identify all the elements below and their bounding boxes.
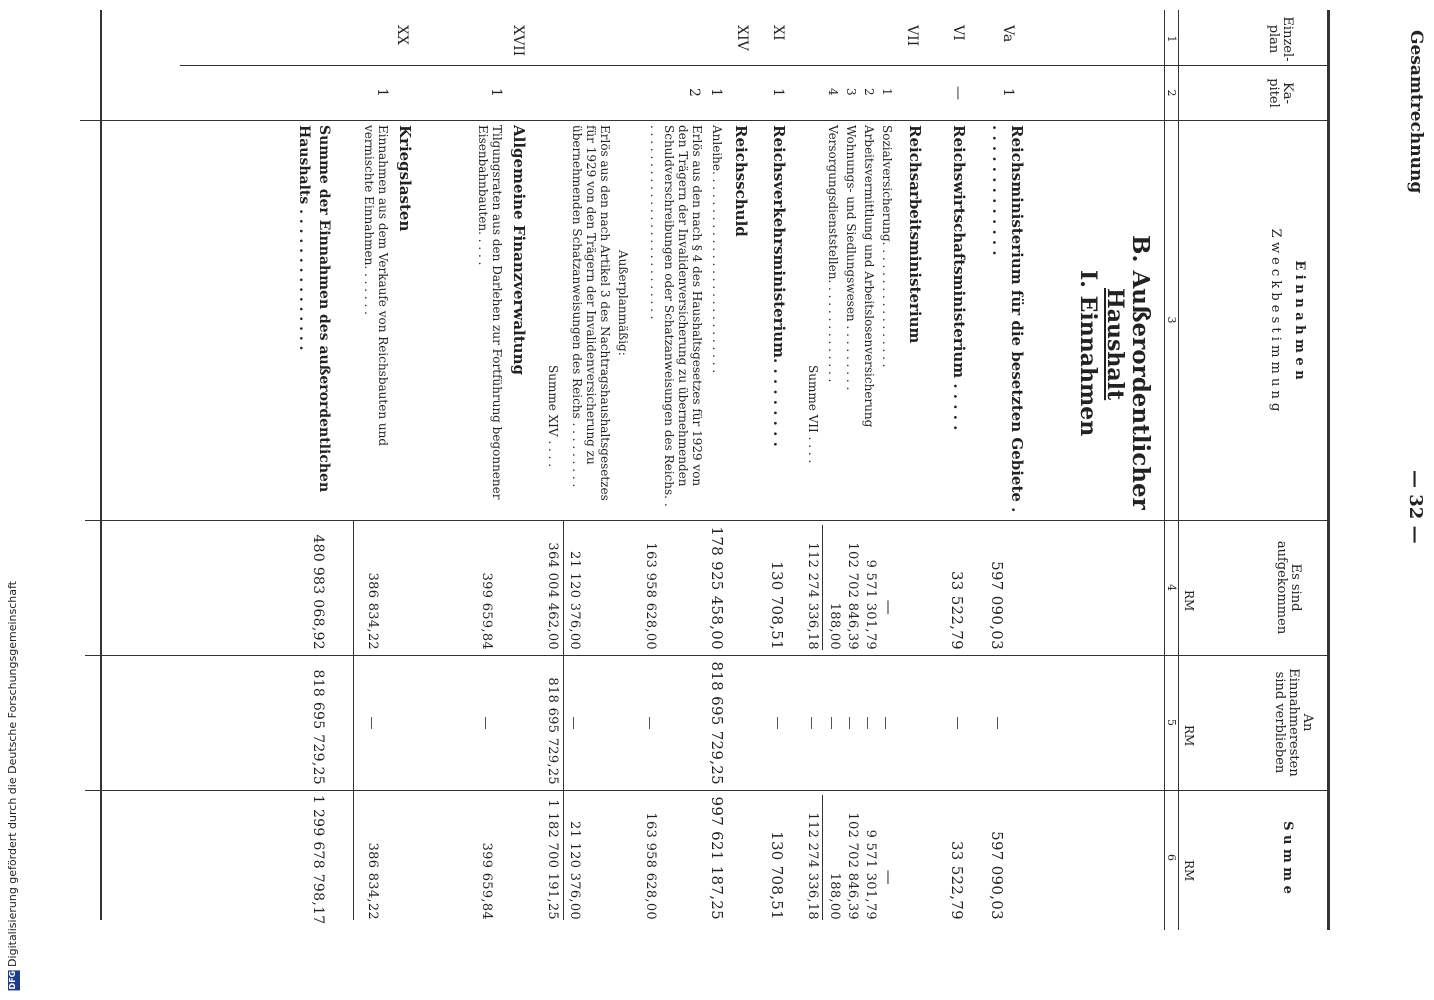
c4-xiv-sum: 364 004 462,00 [545, 542, 560, 650]
header-aufgekommen: Es sind aufgekommen [1274, 540, 1303, 635]
kap-xiv2: 2 [686, 88, 702, 97]
text-xvii1: Tilgungsraten aus den Darlehen zur Fortführung begonnener Eisenbahnbauten. . . . . [476, 125, 504, 500]
c6-total: 1 299 678 798,17 [310, 795, 326, 925]
c6-xiv1: 997 621 187,25 [708, 796, 726, 920]
text-xiv-ausserplan: Außerplanmäßig: [616, 250, 630, 356]
kap-vii3: 3 [844, 88, 858, 96]
dash-c5-vii-sum [811, 717, 812, 729]
kap-vii2: 2 [862, 88, 876, 96]
c4-xiv3: 21 120 376,00 [567, 550, 582, 650]
colnum-1: 1 [1165, 35, 1178, 43]
unit-col4: RM [1182, 590, 1196, 612]
dash-c5-xvii1 [485, 717, 486, 729]
page-number: — 32 — [1405, 470, 1426, 544]
plan-xi: XI [770, 25, 786, 41]
header-summe: S u m m e [1280, 821, 1295, 894]
c5-xiv1: 818 695 729,25 [708, 661, 726, 785]
header-zweckbestimmung: Z w e c k b e s t i m m u n g [1268, 228, 1283, 412]
dash-c5-vi [957, 717, 958, 729]
c4-xvii1: 399 659,84 [479, 572, 494, 650]
c6-xiv2: 163 958 628,00 [643, 812, 658, 920]
text-xi: Reichsverkehrsministerium. . . . . . . . . [770, 125, 788, 447]
dash-c5-va [997, 717, 998, 729]
header-kapitel: Ka- pitel [1266, 78, 1295, 108]
c4-vii1: — [880, 599, 898, 615]
c4-xiv1: 178 925 458,00 [708, 526, 726, 650]
section-subtitle: Haushalt [1102, 288, 1128, 401]
kap-va: 1 [1000, 88, 1016, 97]
dash-c5-xx1 [371, 717, 372, 729]
dfg-logo: DFG [8, 970, 20, 990]
dash-c5-vii1 [885, 717, 886, 729]
kap-xi: 1 [770, 88, 786, 97]
text-vii1: Sozialversicherung. . . . . . . . . . . . . . . . . [880, 125, 894, 368]
dash-c5-xi [777, 717, 778, 729]
kap-xvii1: 1 [488, 88, 504, 97]
c6-vii1: — [880, 869, 898, 885]
c4-xx1: 386 834,22 [365, 572, 380, 650]
text-vii-sum: Summe VII . . . . [806, 365, 820, 464]
c6-xi: 130 708,51 [768, 831, 786, 920]
subtotal-rule-vii-c6 [822, 795, 823, 920]
head-vii: Reichsarbeitsministerium [906, 125, 924, 344]
col-divider-5 [85, 790, 1330, 791]
colnum-3: 3 [1165, 316, 1178, 324]
col-divider-4 [85, 655, 1330, 656]
subtotal-rule-xiv [563, 520, 564, 920]
c4-total: 480 983 068,92 [310, 534, 326, 650]
kap-vii1: 1 [880, 88, 894, 96]
c6-xvii1: 399 659,84 [479, 842, 494, 920]
colnum-6: 6 [1165, 854, 1178, 861]
section-title: B. Außerordentlicher [1127, 235, 1154, 510]
footer-credit [6, 581, 20, 990]
bottom-rule [100, 10, 102, 920]
c4-xi: 130 708,51 [768, 561, 786, 650]
top-rule [1327, 10, 1330, 930]
plan-xvii: XVII [510, 25, 526, 57]
colnum-5: 5 [1165, 719, 1178, 726]
c5-total: 818 695 729,25 [310, 669, 326, 785]
total-top-rule [353, 520, 354, 920]
plan-xiv: XIV [734, 25, 750, 51]
head-xvii: Allgemeine Finanzverwaltung [510, 125, 528, 375]
dash-c5-vii4 [831, 717, 832, 729]
text-xx1: Einnahmen aus dem Verkaufe von Reichsbauten und vermischte Einnahmen. . . . . . . [362, 125, 390, 447]
kap-vii4: 4 [826, 88, 840, 96]
dash-c5-vii2 [867, 717, 868, 729]
c4-vi: 33 522,79 [948, 570, 966, 650]
dash-c5-vii3 [849, 717, 850, 729]
section-einnahmen: I. Einnahmen [1075, 270, 1101, 437]
c6-vii3: 102 702 846,39 [845, 812, 860, 920]
text-vii4: Versorgungsdienststellen. . . . . . . . . . . . . . [826, 125, 840, 383]
text-vii2: Arbeitsvermittlung und Arbeitslosenversicherung [862, 125, 876, 428]
dash-c5-xiv2 [649, 717, 650, 729]
col-divider-2 [80, 120, 1330, 121]
kap-vi: — [950, 86, 966, 100]
head-xiv: Reichsschuld [732, 125, 750, 237]
c4-vii-sum: 112 274 336,18 [805, 542, 820, 650]
c6-xx1: 386 834,22 [365, 842, 380, 920]
text-xiv1: Anleihe. . . . . . . . . . . . . . . . . . . . . . . . . . . [710, 125, 724, 374]
c4-vii4: 188,00 [827, 602, 842, 650]
c4-va: 597 090,03 [988, 561, 1006, 650]
footer-text: Digitalisierung gefördert durch die Deutsche Forschungsgemeinschaft [6, 580, 19, 967]
c6-vii2: 9 571 301,79 [863, 829, 878, 920]
header-einzelplan: Einzel- plan [1266, 16, 1295, 62]
unit-col6: RM [1182, 860, 1196, 882]
plan-va: Va [1000, 25, 1016, 43]
subtotal-rule-vii-c4 [822, 525, 823, 650]
c4-vii3: 102 702 846,39 [845, 542, 860, 650]
c6-xiv3: 21 120 376,00 [567, 820, 582, 920]
text-vi: Reichswirtschaftsministerium . . . . . [950, 125, 968, 431]
kap-xx1: 1 [374, 88, 390, 97]
c6-vii4: 188,00 [827, 872, 842, 920]
c6-vi: 33 522,79 [948, 840, 966, 920]
plan-vi: VI [950, 25, 966, 41]
unit-col5: RM [1182, 725, 1196, 747]
c4-vii2: 9 571 301,79 [863, 559, 878, 650]
text-xiv3: Erlös aus den nach Artikel 3 des Nachtragshaushaltsgesetzes für 1929 von den Trägern der Invalidenversicherung zu übernehmenden Schatzanweisungen des Reichs . . . . . . . . . [570, 125, 612, 501]
header-einnahmereste: An Einnahmeresten sind verblieben [1272, 668, 1315, 777]
header-rule [1178, 10, 1179, 930]
text-xiv-sum: Summe XIV . . . . [546, 365, 560, 468]
colnum-2: 2 [1165, 89, 1178, 97]
c6-va: 597 090,03 [988, 831, 1006, 920]
text-total: Summe der Einnahmen des außerordentlichen Haushalts . . . . . . . . . . . . . . . [296, 125, 332, 493]
c5-xiv-sum: 818 695 729,25 [545, 677, 560, 785]
dash-c5-xiv3 [573, 717, 574, 729]
col-divider-3 [85, 520, 1330, 521]
c4-xiv2: 163 958 628,00 [643, 542, 658, 650]
kap-xiv1: 1 [708, 88, 724, 97]
colnum-4: 4 [1165, 584, 1178, 591]
text-va: Reichsministerium für die besetzten Gebiete . . . . . . . . . . . . . . [989, 125, 1026, 513]
head-xx: Kriegslasten [396, 125, 414, 232]
plan-xx: XX [394, 25, 410, 45]
c6-xiv-sum: 1 182 700 191,25 [545, 799, 560, 920]
plan-vii: VII [904, 25, 920, 47]
c6-vii-sum: 112 274 336,18 [805, 812, 820, 920]
text-xiv2: Erlös aus den nach § 4 des Haushaltsgesetzes für 1929 von den Trägern der Invalidenversicherung zu übernehmenden Schuldverschreibungen oder Schatzanweisungen des Reichs. . . . . . . . . . . . . . . . . . . . . . . . . . . . [648, 125, 704, 507]
col-divider-1 [180, 65, 1330, 66]
text-vii3: Wohnungs- und Siedlungswesen . . . . . . . . . [844, 125, 858, 391]
header-einnahmen: E i n n a h m e n [1292, 260, 1307, 380]
running-head-left: Gesamtrechnung [1406, 30, 1426, 194]
